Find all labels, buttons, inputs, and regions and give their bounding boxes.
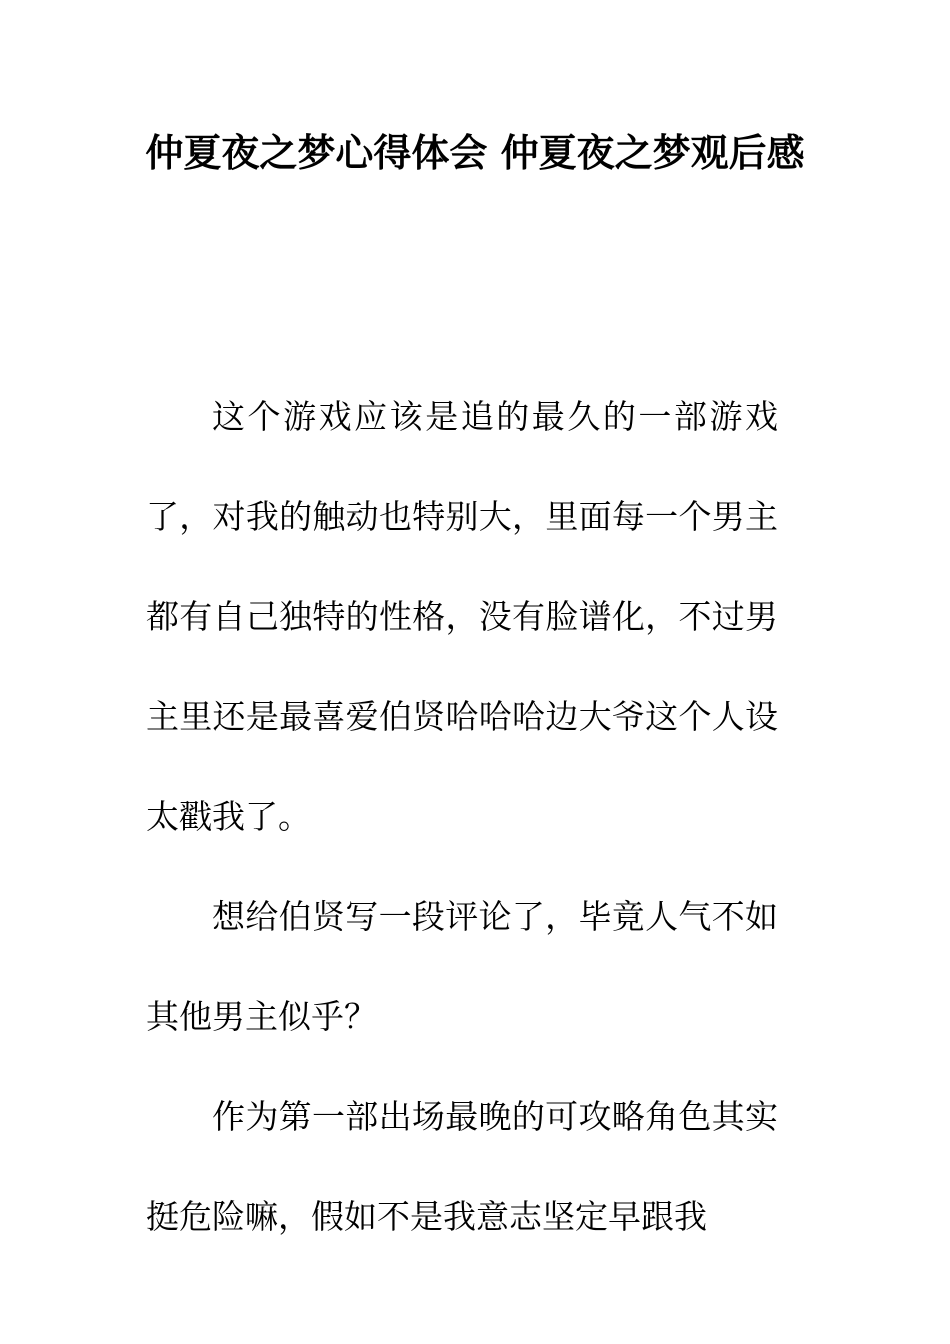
paragraph-1: 这个游戏应该是追的最久的一部游戏了，对我的触动也特别大，里面每一个男主都有自己独特的性格，没有脸谱化，不过男主里还是最喜爱伯贤哈哈哈边大爷这个人设太戳我了。 [146, 397, 778, 836]
document-body [146, 367, 778, 1267]
paragraph-2: 想给伯贤写一段评论了，毕竟人气不如其他男主似乎？ [146, 897, 778, 1036]
document-title: 仲夏夜之梦心得体会 仲夏夜之梦观后感 [145, 131, 805, 175]
paragraph-3: 作为第一部出场最晚的可攻略角色其实挺危险嘛，假如不是我意志坚定早跟我 [146, 1097, 778, 1236]
